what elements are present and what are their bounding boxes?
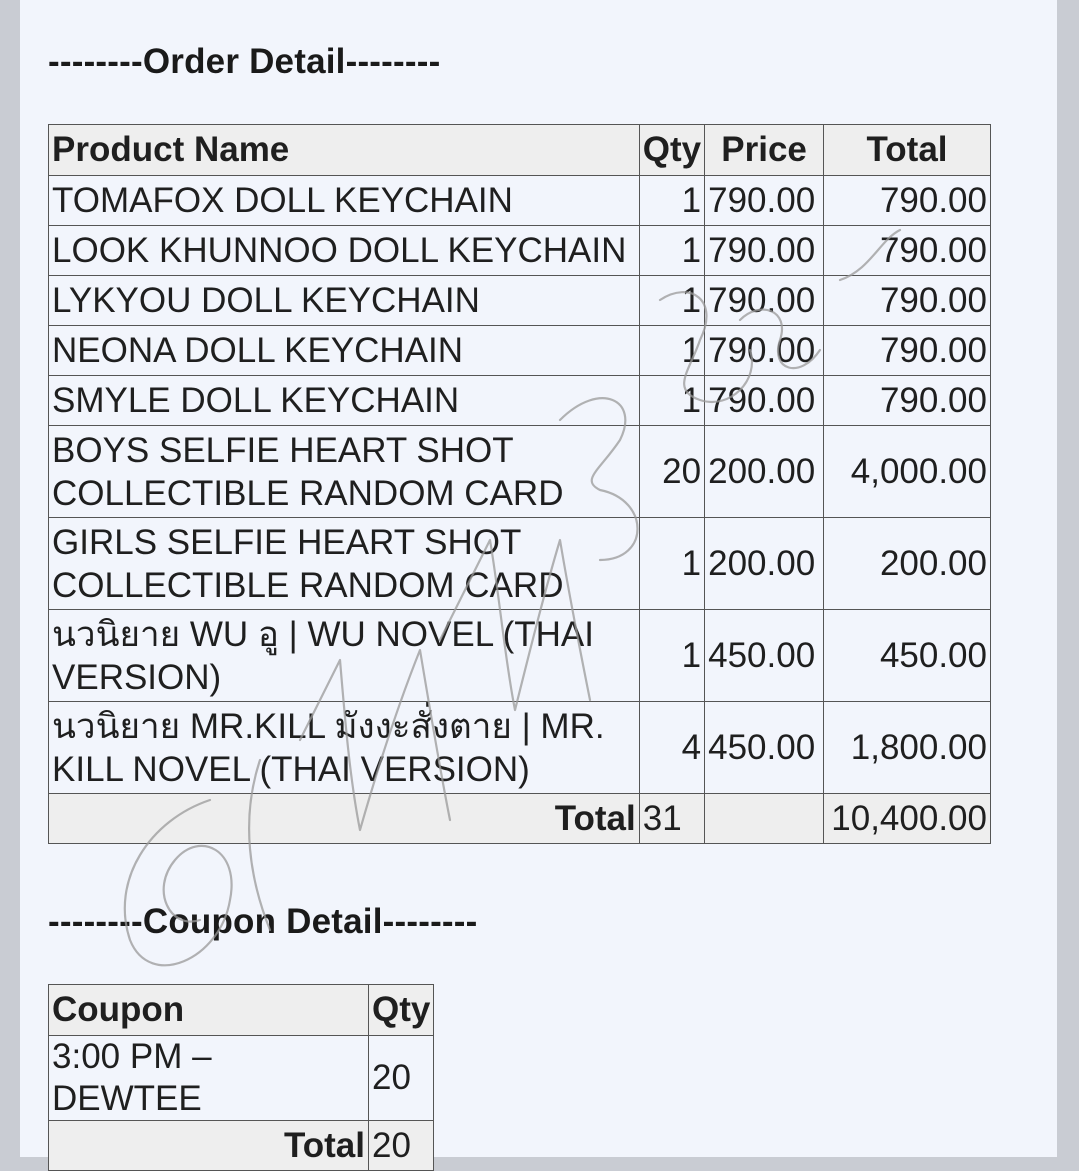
table-row	[49, 610, 991, 702]
total-cell: 790.00	[824, 226, 991, 276]
qty-cell: 1	[639, 610, 704, 702]
total-cell: 790.00	[824, 326, 991, 376]
qty-cell: 1	[639, 326, 704, 376]
table-row	[49, 518, 991, 610]
column-header-qty: Qty	[369, 985, 434, 1036]
price-cell: 450.00	[705, 702, 824, 794]
table-row	[49, 226, 991, 276]
coupon-detail-title: --------Coupon Detail--------	[48, 902, 478, 941]
qty-cell: 1	[639, 376, 704, 426]
product-name-cell: นวนิยาย MR.KILL มังงะสั่งตาย | MR. KILL NOVEL (THAI VERSION)	[49, 702, 640, 794]
product-name-cell: SMYLE DOLL KEYCHAIN	[49, 376, 640, 426]
coupon-total-label: Total	[49, 1121, 369, 1171]
price-cell: 200.00	[705, 426, 824, 518]
qty-cell: 1	[639, 226, 704, 276]
product-name-cell: BOYS SELFIE HEART SHOT COLLECTIBLE RANDOM CARD	[49, 426, 640, 518]
column-header-qty: Qty	[639, 125, 704, 176]
total-cell: 450.00	[824, 610, 991, 702]
table-row	[49, 426, 991, 518]
order-detail-table	[48, 124, 991, 844]
coupon-total-row	[49, 1121, 434, 1171]
product-name-cell: TOMAFOX DOLL KEYCHAIN	[49, 176, 640, 226]
table-header-row	[49, 985, 434, 1036]
column-header-price: Price	[705, 125, 824, 176]
price-cell: 790.00	[705, 226, 824, 276]
price-cell: 790.00	[705, 276, 824, 326]
total-cell: 790.00	[824, 376, 991, 426]
column-header-coupon: Coupon	[49, 985, 369, 1036]
order-total-qty: 31	[639, 794, 704, 844]
product-name-cell: LOOK KHUNNOO DOLL KEYCHAIN	[49, 226, 640, 276]
coupon-qty-cell: 20	[369, 1036, 434, 1121]
table-row	[49, 702, 991, 794]
qty-cell: 1	[639, 276, 704, 326]
price-cell: 200.00	[705, 518, 824, 610]
total-cell: 790.00	[824, 276, 991, 326]
qty-cell: 1	[639, 176, 704, 226]
table-row	[49, 326, 991, 376]
order-grand-total: 10,400.00	[824, 794, 991, 844]
table-row	[49, 376, 991, 426]
order-total-label: Total	[49, 794, 640, 844]
coupon-name-cell: 3:00 PM – DEWTEE	[49, 1036, 369, 1121]
table-row	[49, 276, 991, 326]
total-cell: 790.00	[824, 176, 991, 226]
order-total-row	[49, 794, 991, 844]
table-row	[49, 176, 991, 226]
coupon-detail-table	[48, 984, 434, 1171]
price-cell: 790.00	[705, 326, 824, 376]
product-name-cell: นวนิยาย WU อู | WU NOVEL (THAI VERSION)	[49, 610, 640, 702]
table-row	[49, 1036, 434, 1121]
order-detail-title: --------Order Detail--------	[48, 42, 441, 81]
coupon-total-qty: 20	[369, 1121, 434, 1171]
total-cell: 1,800.00	[824, 702, 991, 794]
qty-cell: 1	[639, 518, 704, 610]
total-cell: 200.00	[824, 518, 991, 610]
price-cell: 790.00	[705, 176, 824, 226]
column-header-product-name: Product Name	[49, 125, 640, 176]
column-header-total: Total	[824, 125, 991, 176]
price-cell: 790.00	[705, 376, 824, 426]
price-cell: 450.00	[705, 610, 824, 702]
total-cell: 4,000.00	[824, 426, 991, 518]
order-total-price	[705, 794, 824, 844]
qty-cell: 20	[639, 426, 704, 518]
product-name-cell: GIRLS SELFIE HEART SHOT COLLECTIBLE RANDOM CARD	[49, 518, 640, 610]
qty-cell: 4	[639, 702, 704, 794]
product-name-cell: NEONA DOLL KEYCHAIN	[49, 326, 640, 376]
product-name-cell: LYKYOU DOLL KEYCHAIN	[49, 276, 640, 326]
table-header-row	[49, 125, 991, 176]
